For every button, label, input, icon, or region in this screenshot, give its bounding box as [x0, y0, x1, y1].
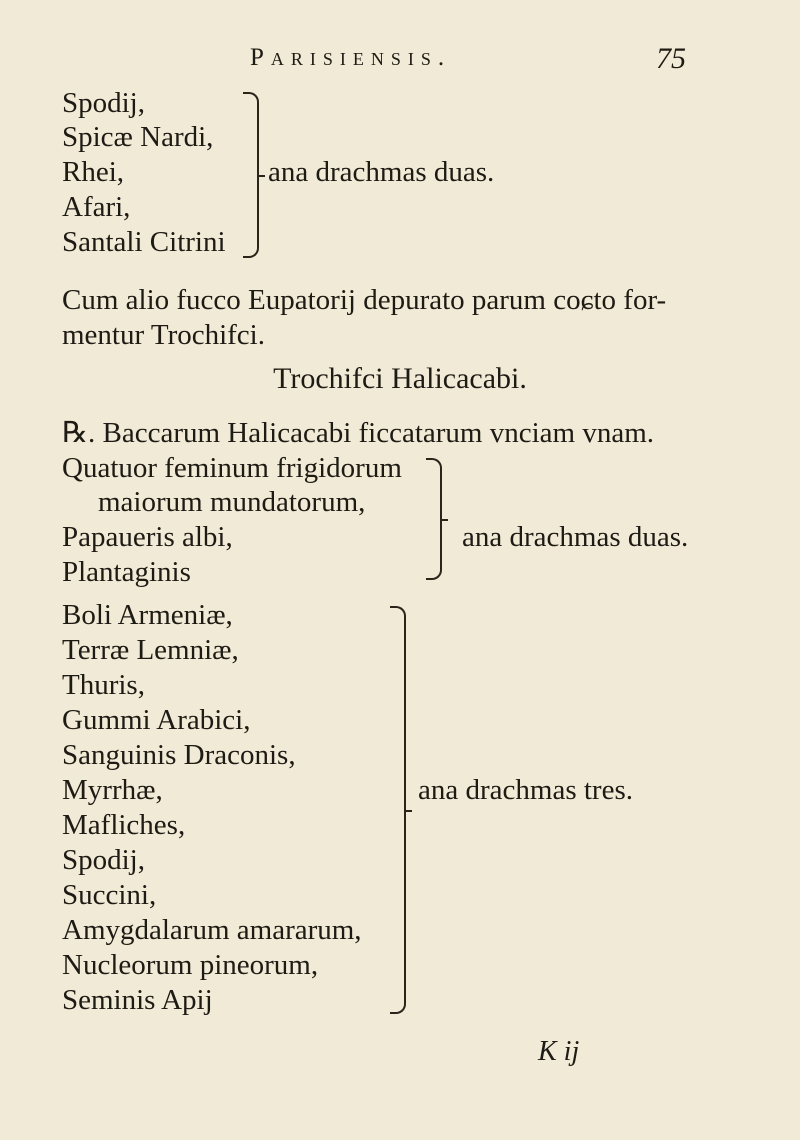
ingredient-line: Sanguinis Draconis, [62, 739, 296, 771]
ingredient-line: Thuris, [62, 669, 145, 701]
brace [243, 92, 259, 258]
ingredient-line: Quatuor feminum frigidorum [62, 452, 402, 484]
page-number: 75 [656, 42, 686, 75]
ingredient-line: Nucleorum pineorum, [62, 949, 319, 981]
ingredient-line: Gummi Arabici, [62, 704, 251, 736]
ingredient-line: maiorum mundatorum, [98, 486, 366, 518]
ingredient-line: Succini, [62, 879, 157, 911]
paragraph-line: mentur Trochifci. [62, 319, 265, 351]
ingredient-line: Boli Armeniæ, [62, 599, 233, 631]
ingredient-line: Mafliches, [62, 809, 186, 841]
ingredient-line: Spodij, [62, 844, 145, 876]
ingredient-line: Plantaginis [62, 556, 191, 588]
ingredient-line: Myrrhæ, [62, 774, 163, 806]
ingredient-line: Seminis Apij [62, 984, 213, 1016]
ingredient-line: Spodij, [62, 87, 145, 119]
section-title: Trochifci Halicacabi. [273, 362, 527, 395]
dose-text: ana drachmas duas. [462, 521, 689, 553]
ingredient-line: Terræ Lemniæ, [62, 634, 239, 666]
recipe-line: ℞. Baccarum Halicacabi ficcatarum vnciam vnam. [62, 417, 655, 449]
ingredient-line: Spicæ Nardi, [62, 121, 214, 153]
brace [426, 458, 442, 580]
ingredient-line: Rhei, [62, 156, 125, 188]
ingredient-line: Afari, [62, 191, 131, 223]
ingredient-line: Santali Citrini [62, 226, 226, 258]
running-title: Parisiensis. [250, 44, 452, 71]
dose-text: ana drachmas tres. [418, 774, 633, 806]
signature-mark: K ij [538, 1036, 580, 1067]
ingredient-line: Papaueris albi, [62, 521, 233, 553]
brace [390, 606, 406, 1014]
dose-text: ana drachmas duas. [268, 156, 495, 188]
ingredient-line: Amygdalarum amararum, [62, 914, 362, 946]
paragraph-line: Cum alio fucco Eupatorij depurato parum coɕto for- [62, 284, 667, 316]
